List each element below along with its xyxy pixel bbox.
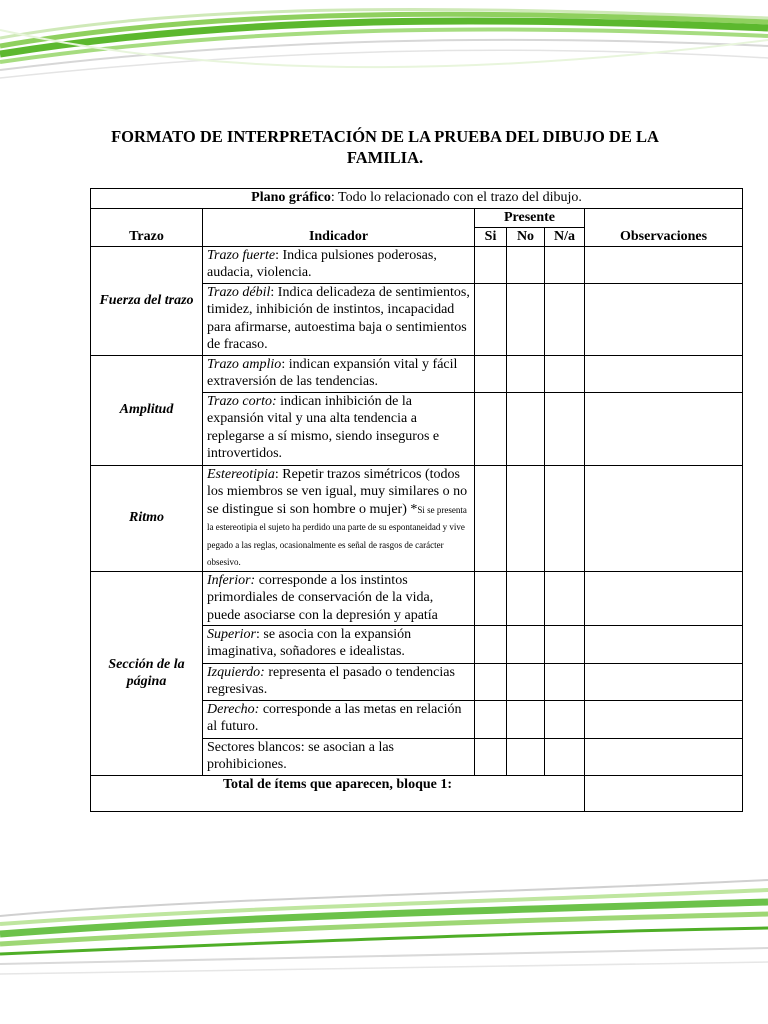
indicator-term: Derecho: (207, 701, 260, 717)
category-ritmo: Ritmo (91, 465, 203, 571)
indicator-text: Sectores blancos: se asocian a las prohibiciones. (207, 739, 394, 772)
indicator-izquierdo (203, 663, 475, 700)
check-na[interactable] (545, 283, 585, 355)
check-no[interactable] (507, 700, 545, 738)
check-no[interactable] (507, 246, 545, 283)
indicator-sectores-blancos (203, 738, 475, 775)
indicator-note: Si se presenta la estereotipia el sujeto ha perdido una parte de su espontaneidad y vive pegado a las reglas, ocasionalmente es señal de rasgos de carácter obsesivo. (207, 504, 467, 567)
check-na[interactable] (545, 663, 585, 700)
check-no[interactable] (507, 738, 545, 775)
header-si: Si (475, 227, 507, 246)
observations-cell[interactable] (585, 465, 743, 571)
check-no[interactable] (507, 571, 545, 625)
check-na[interactable] (545, 246, 585, 283)
check-na[interactable] (545, 571, 585, 625)
indicator-trazo-corto (203, 392, 475, 465)
indicator-term: Trazo corto: (207, 393, 277, 409)
indicator-term: Trazo fuerte (207, 247, 276, 263)
indicator-text: indican inhibición de la expansión vital y una alta tendencia a replegarse a sí mismo, siendo inseguros e introvertidos. (207, 393, 440, 461)
plano-text: : Todo lo relacionado con el trazo del dibujo. (330, 190, 582, 205)
check-si[interactable] (475, 465, 507, 571)
plano-grafico-row (91, 189, 743, 209)
total-label: Total de ítems que aparecen, bloque 1: (91, 775, 585, 811)
indicator-text: : Indica delicadeza de sentimientos, timidez, inhibición de instintos, incapacidad para afirmarse, autoestima baja o sentimientos de fracaso. (207, 284, 470, 352)
indicator-term: Inferior: (207, 572, 256, 588)
observations-cell[interactable] (585, 738, 743, 775)
header-trazo: Trazo (91, 209, 203, 247)
indicator-trazo-debil (203, 283, 475, 355)
header-no: No (507, 227, 545, 246)
observations-cell[interactable] (585, 571, 743, 625)
interpretation-table (90, 188, 743, 812)
header-observaciones: Observaciones (585, 209, 743, 247)
check-na[interactable] (545, 700, 585, 738)
check-no[interactable] (507, 283, 545, 355)
indicator-term: Estereotipia (207, 466, 275, 482)
check-si[interactable] (475, 355, 507, 392)
indicator-estereotipia (203, 465, 475, 571)
check-no[interactable] (507, 465, 545, 571)
check-si[interactable] (475, 246, 507, 283)
check-si[interactable] (475, 700, 507, 738)
check-si[interactable] (475, 283, 507, 355)
total-value-cell[interactable] (585, 775, 743, 811)
check-no[interactable] (507, 392, 545, 465)
page-title: FORMATO DE INTERPRETACIÓN DE LA PRUEBA DEL DIBUJO DE LA FAMILIA. (111, 127, 659, 167)
indicator-text: : indican expansión vital y fácil extraversión de las tendencias. (207, 356, 458, 389)
header-indicador: Indicador (203, 209, 475, 247)
check-si[interactable] (475, 663, 507, 700)
category-fuerza: Fuerza del trazo (91, 246, 203, 355)
indicator-text: representa el pasado o tendencias regresivas. (207, 664, 455, 697)
category-seccion: Sección de la página (91, 571, 203, 775)
indicator-text: corresponde a los instintos primordiales de conservación de la vida, puede asociarse con la depresión y apatía (207, 572, 438, 623)
check-si[interactable] (475, 392, 507, 465)
indicator-term: Izquierdo: (207, 664, 265, 680)
indicator-inferior (203, 571, 475, 625)
check-na[interactable] (545, 625, 585, 663)
header-presente: Presente (475, 209, 585, 228)
indicator-text: corresponde a las metas en relación al futuro. (207, 701, 462, 734)
check-na[interactable] (545, 738, 585, 775)
indicator-trazo-amplio (203, 355, 475, 392)
indicator-derecho (203, 700, 475, 738)
check-si[interactable] (475, 625, 507, 663)
indicator-text: : se asocia con la expansión imaginativa, soñadores e idealistas. (207, 626, 412, 659)
indicator-trazo-fuerte (203, 246, 475, 283)
observations-cell[interactable] (585, 246, 743, 283)
check-na[interactable] (545, 392, 585, 465)
plano-label: Plano gráfico (251, 190, 331, 205)
indicator-term: Superior (207, 626, 256, 642)
observations-cell[interactable] (585, 663, 743, 700)
header-na: N/a (545, 227, 585, 246)
check-na[interactable] (545, 355, 585, 392)
indicator-text: : Repetir trazos simétricos (todos los miembros se ven igual, muy similares o no se distingue si son hombre o mujer) * (207, 466, 468, 517)
check-no[interactable] (507, 625, 545, 663)
footer-green-swoosh (0, 858, 768, 1024)
observations-cell[interactable] (585, 355, 743, 392)
indicator-superior (203, 625, 475, 663)
category-amplitud: Amplitud (91, 355, 203, 465)
check-no[interactable] (507, 355, 545, 392)
check-na[interactable] (545, 465, 585, 571)
check-no[interactable] (507, 663, 545, 700)
observations-cell[interactable] (585, 392, 743, 465)
indicator-term: Trazo amplio (207, 356, 282, 372)
observations-cell[interactable] (585, 700, 743, 738)
indicator-term: Trazo débil (207, 284, 271, 300)
check-si[interactable] (475, 738, 507, 775)
header-green-swoosh (0, 0, 768, 100)
observations-cell[interactable] (585, 283, 743, 355)
check-si[interactable] (475, 571, 507, 625)
indicator-text: : Indica pulsiones poderosas, audacia, violencia. (207, 247, 437, 280)
observations-cell[interactable] (585, 625, 743, 663)
